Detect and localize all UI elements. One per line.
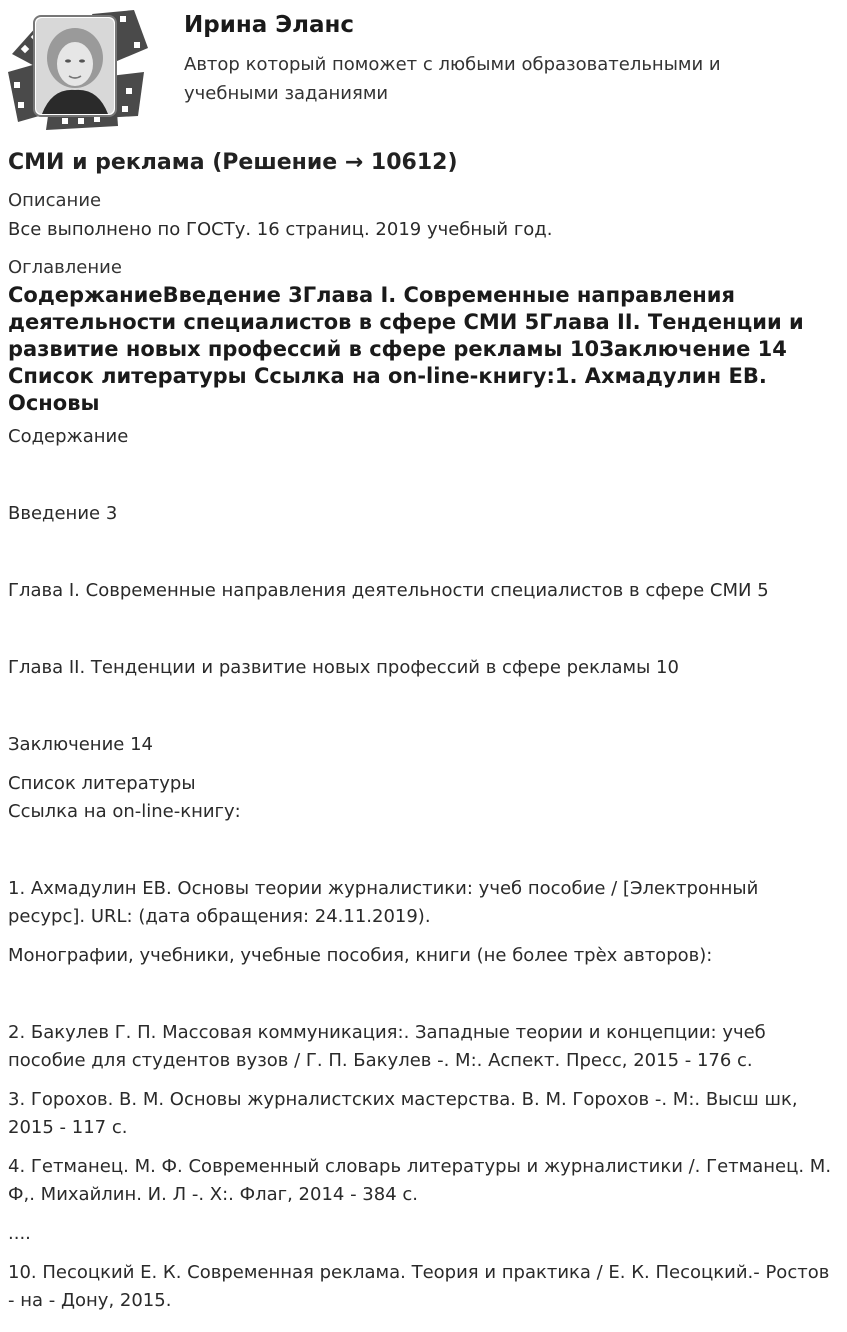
description-label: Описание [8,190,102,211]
reference-item: 4. Гетманец. М. Ф. Современный словарь литературы и журналистики /. Гетманец. М. Ф,. Михайлин. И. Л -. Х:. Флаг, 2014 - 384 с. [8,1156,832,1205]
reference-item: 10. Песоцкий Е. К. Современная реклама. Теория и практика / Е. К. Песоцкий.- Ростов - на - Дону, 2015. [8,1262,830,1311]
ellipsis: .... [8,1223,31,1244]
page-title: СМИ и реклама (Решение → 10612) [8,150,458,175]
reference-item: 1. Ахмадулин ЕВ. Основы теории журналистики: учеб пособие / [Электронный ресурс]. URL: (дата обращения: 24.11.2019). [8,878,759,927]
author-header [0,0,847,140]
content-conclusion: Заключение 14 [8,734,153,755]
content-heading: Содержание [8,426,129,447]
toc-summary: СодержаниеВведение 3Глава I. Современные направления деятельности специалистов в сфере СМИ 5Глава II. Тенденции и развитие новых профессий в сфере рекламы 10Заключение 14 Список литературы Ссылка на on-line-книгу:1. Ахмадулин ЕВ. Основы [8,283,804,415]
reference-item: 3. Горохов. В. М. Основы журналистских мастерства. В. М. Горохов -. М:. Высш шк, 2015 - 117 с. [8,1089,798,1138]
author-name[interactable]: Ирина Эланс [184,12,355,38]
reference-item: 2. Бакулев Г. П. Массовая коммуникация:. Западные теории и концепции: учеб пособие для студентов вузов / Г. П. Бакулев -. М:. Аспект. Пресс, 2015 - 176 с. [8,1022,766,1071]
author-description: Автор который поможет с любыми образовательными и учебными заданиями [184,54,721,104]
references-label: Список литературы [8,773,196,794]
content-chapter-2: Глава II. Тенденции и развитие новых профессий в сфере рекламы 10 [8,657,679,678]
content-chapter-1: Глава I. Современные направления деятельности специалистов в сфере СМИ 5 [8,580,769,601]
toc-label: Оглавление [8,257,122,278]
online-book-label: Ссылка на on-line-книгу: [8,801,241,822]
description-text: Все выполнено по ГОСТу. 16 страниц. 2019 учебный год. [8,219,553,240]
film-strip-avatar-icon [6,6,152,130]
content-intro: Введение 3 [8,503,118,524]
author-avatar[interactable] [6,6,152,130]
monographs-label: Монографии, учебники, учебные пособия, книги (не более трѐх авторов): [8,945,713,966]
